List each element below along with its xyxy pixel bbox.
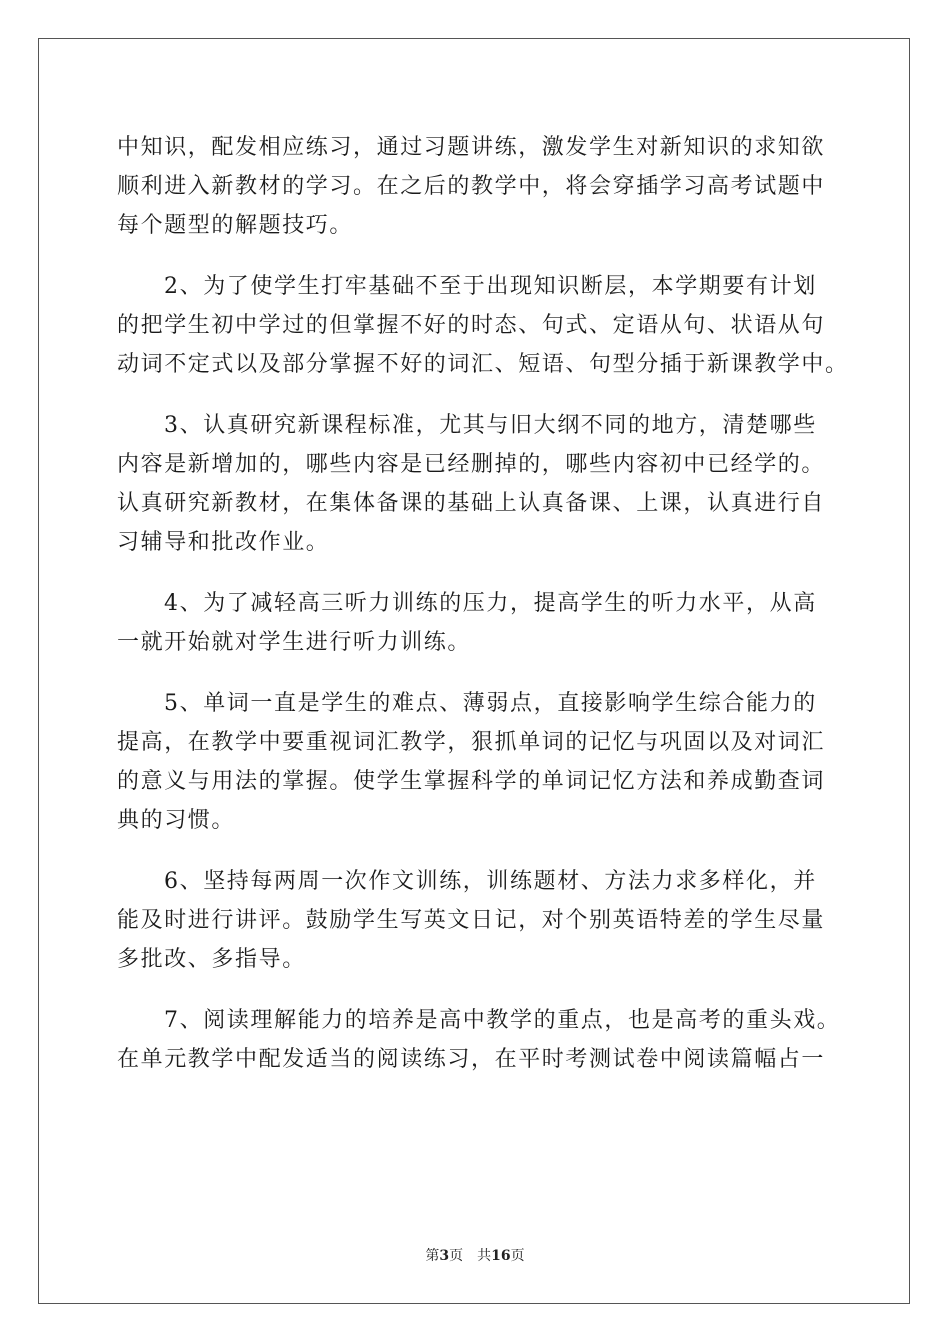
paragraph-7-start: 7、阅读理解能力的培养是高中教学的重点，也是高考的重头戏。 bbox=[164, 1008, 841, 1033]
page-footer bbox=[0, 1245, 950, 1265]
text-line: 每个题型的解题技巧。 bbox=[117, 213, 354, 238]
text-line: 内容是新增加的，哪些内容是已经删掉的，哪些内容初中已经学的。 bbox=[117, 452, 826, 477]
total-suffix: 页 bbox=[510, 1248, 525, 1264]
text-line: 在单元教学中配发适当的阅读练习，在平时考测试卷中阅读篇幅占一 bbox=[117, 1047, 826, 1072]
text-line: 认真研究新教材，在集体备课的基础上认真备课、上课，认真进行自 bbox=[117, 491, 826, 516]
text-line: 的把学生初中学过的但掌握不好的时态、句式、定语从句、状语从句 bbox=[117, 313, 826, 338]
paragraph-6-start: 6、坚持每两周一次作文训练，训练题材、方法力求多样化，并 bbox=[164, 869, 817, 894]
text-line: 典的习惯。 bbox=[117, 808, 236, 833]
paragraph-4-start: 4、为了减轻高三听力训练的压力，提高学生的听力水平，从高 bbox=[164, 591, 817, 616]
document-body bbox=[117, 128, 857, 1079]
text-line: 一就开始就对学生进行听力训练。 bbox=[117, 630, 472, 655]
text-line: 中知识，配发相应练习，通过习题讲练，激发学生对新知识的求知欲 bbox=[117, 135, 826, 160]
text-line: 习辅导和批改作业。 bbox=[117, 530, 330, 555]
text-line: 多批改、多指导。 bbox=[117, 947, 306, 972]
paragraph-3-start: 3、认真研究新课程标准，尤其与旧大纲不同的地方，清楚哪些 bbox=[164, 413, 817, 438]
total-pages: 16 bbox=[491, 1248, 511, 1264]
page-number: 3 bbox=[439, 1248, 450, 1264]
text-line: 能及时进行讲评。鼓励学生写英文日记，对个别英语特差的学生尽量 bbox=[117, 908, 826, 933]
text-line: 顺利进入新教材的学习。在之后的教学中，将会穿插学习高考试题中 bbox=[117, 174, 826, 199]
paragraph-5-start: 5、单词一直是学生的难点、薄弱点，直接影响学生综合能力的 bbox=[164, 691, 817, 716]
page-prefix: 第 bbox=[425, 1248, 440, 1264]
page-suffix: 页 bbox=[449, 1248, 464, 1264]
total-prefix: 共 bbox=[477, 1248, 492, 1264]
text-line: 的意义与用法的掌握。使学生掌握科学的单词记忆方法和养成勤查词 bbox=[117, 769, 826, 794]
text-line: 提高，在教学中要重视词汇教学，狠抓单词的记忆与巩固以及对词汇 bbox=[117, 730, 826, 755]
text-line: 动词不定式以及部分掌握不好的词汇、短语、句型分插于新课教学中。 bbox=[117, 352, 849, 377]
paragraph-2-start: 2、为了使学生打牢基础不至于出现知识断层，本学期要有计划 bbox=[164, 274, 817, 299]
